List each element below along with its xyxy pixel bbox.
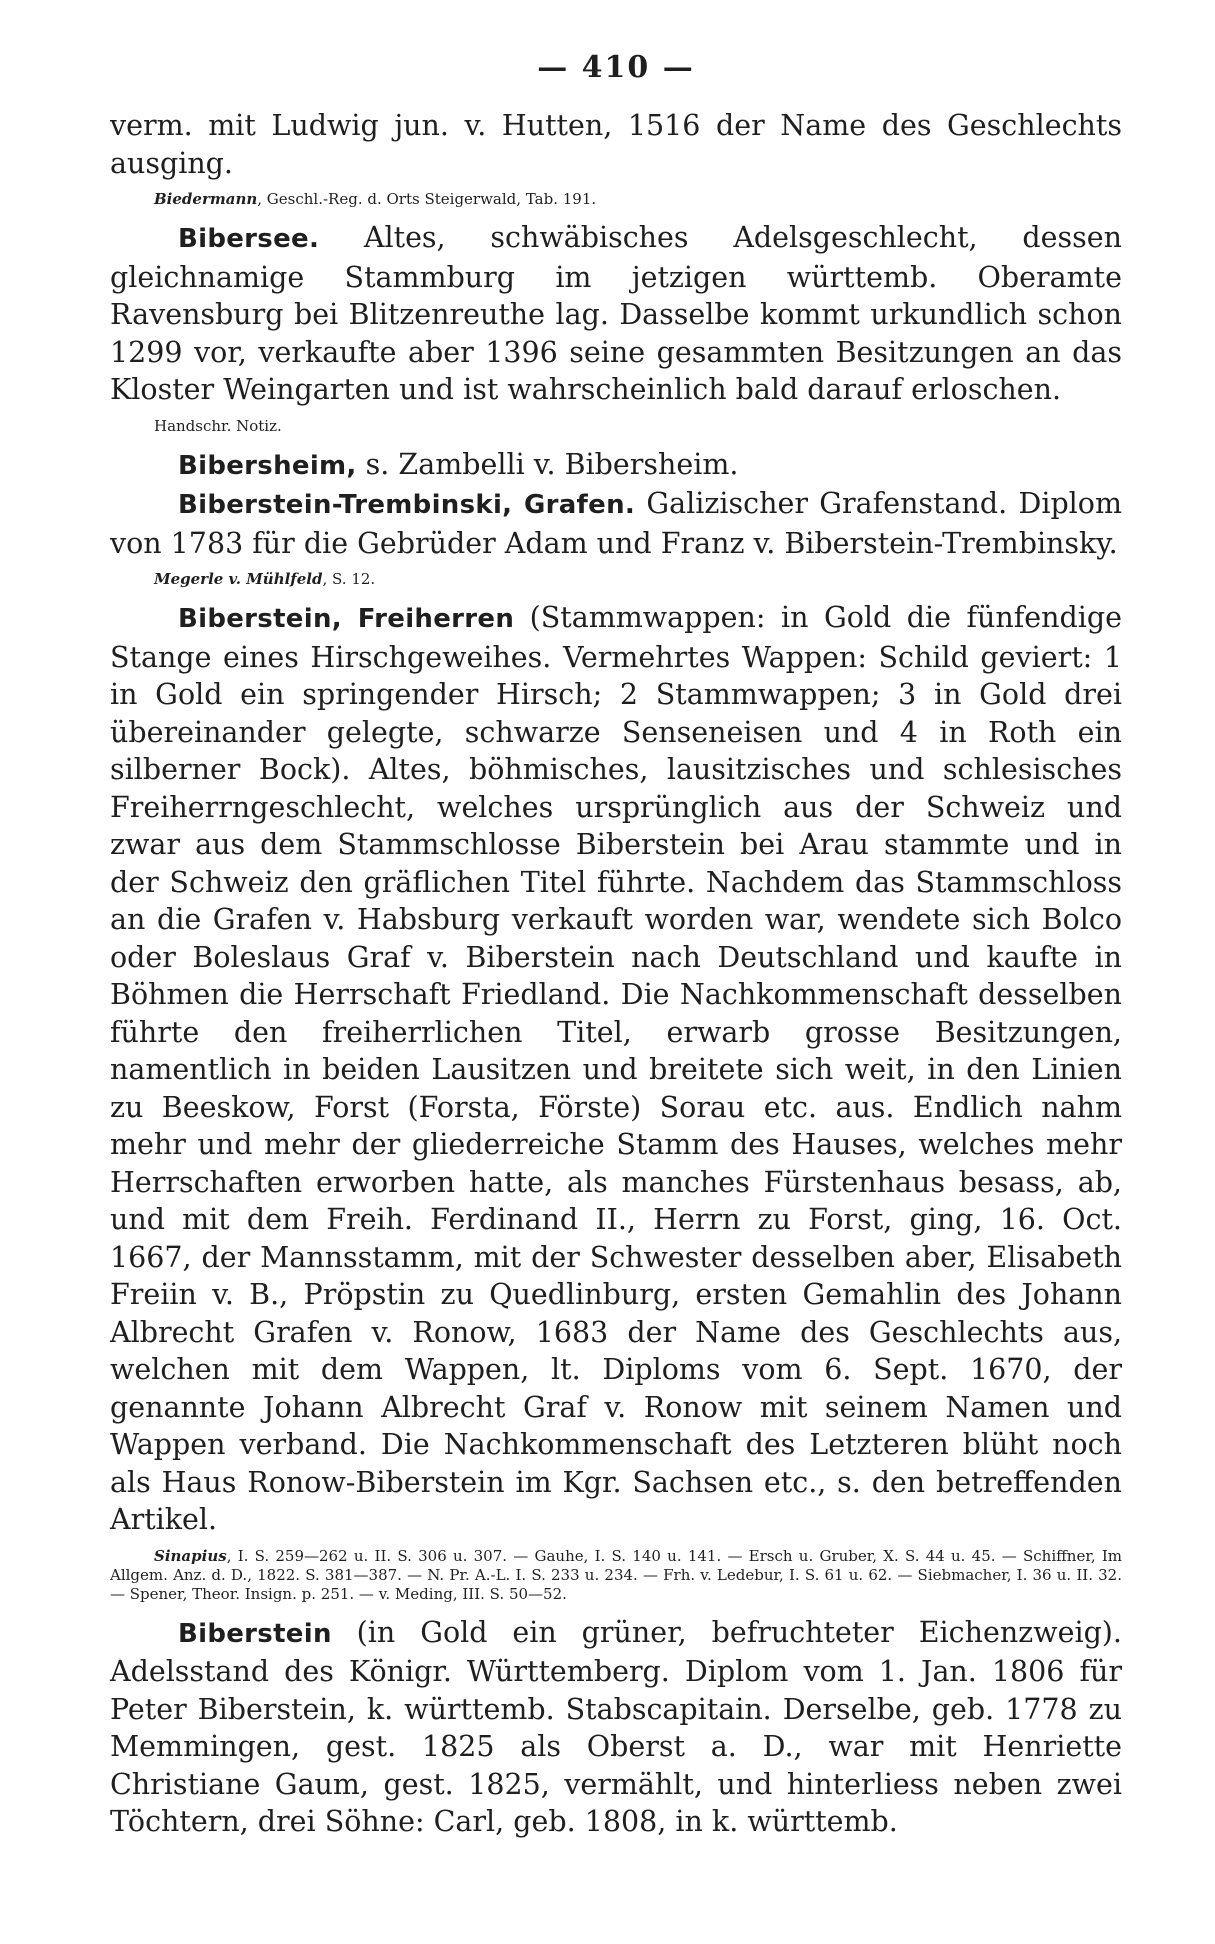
entry-biberstein-trembinski [110, 485, 1122, 589]
entry-text: (in Gold ein grüner, befruchteter Eichenzweig). Adelsstand des Königr. Württemberg. Diplom vom 1. Jan. 1806 für Peter Biberstein, k. württemb. Stabscapitain. Derselbe, geb. 1778 zu Memmingen, gest. 1825 als Oberst a. D., war mit Henriette Christiane Gaum, gest. 1825, vermählt, und hinterliess neben zwei Töchtern, drei Söhne: Carl, geb. 1808, in k. württemb. [110, 1615, 1122, 1838]
source-reference [110, 417, 1122, 436]
entry-biberstein-freiherren [110, 599, 1122, 1604]
source-details: Handschr. Notiz. [154, 416, 282, 435]
source-details: , Geschl.-Reg. d. Orts Steigerwald, Tab. 191. [257, 190, 597, 208]
entry-continuation [110, 107, 1122, 209]
source-details: , S. 12. [322, 570, 376, 588]
entry-paragraph [110, 599, 1122, 1539]
source-reference [110, 190, 1122, 209]
source-author: Sinapius [154, 1546, 227, 1565]
source-reference [110, 570, 1122, 589]
source-author: Biedermann [154, 190, 258, 208]
entry-biberstein-adelsstand [110, 1614, 1122, 1841]
entry-text: verm. mit Ludwig jun. v. Hutten, 1516 der Name des Geschlechts ausging. [110, 109, 1122, 180]
entry-headword: Bibersheim, [178, 450, 357, 481]
entry-headword: Bibersee. [178, 224, 320, 254]
entry-headword: Biberstein, Freiherren [178, 604, 515, 634]
entry-paragraph [110, 219, 1122, 409]
book-page [110, 50, 1122, 1841]
entry-bibersee [110, 219, 1122, 436]
entry-text: Altes, schwäbisches Adelsgeschlecht, dessen gleichnamige Stammburg im jetzigen württemb. Oberamte Ravensburg bei Blitzenreuthe lag. Dasselbe kommt urkundlich schon 1299 vor, verkaufte aber 1396 seine gesammten Besitzungen an das Kloster Weingarten und ist wahrscheinlich bald darauf erloschen. [110, 221, 1122, 406]
entry-text: (Stammwappen: in Gold die fünfendige Stange eines Hirschgeweihes. Vermehrtes Wappen: Schild geviert: 1 in Gold ein springender Hirsch; 2 Stammwappen; 3 in Gold drei übereinander gelegte, schwarze Senseneisen und 4 in Roth ein silberner Bock). Altes, böhmisches, lausitzisches und schlesisches Freiherrngeschlecht, welches ursprünglich aus der Schweiz und zwar aus dem Stammschlosse Biberstein bei Arau stammte und in der Schweiz den gräflichen Titel führte. Nachdem das Stammschloss an die Grafen v. Habsburg verkauft worden war, wendete sich Bolco oder Boleslaus Graf v. Biberstein nach Deutschland und kaufte in Böhmen die Herrschaft Friedland. Die Nachkommenschaft desselben führte den freiherrlichen Titel, erwarb grosse Besitzungen, namentlich in beiden Lausitzen und breitete sich weit, in den Linien zu Beeskow, Forst (Forsta, Förste) Sorau etc. aus. Endlich nahm mehr und mehr der gliederreiche Stamm des Hauses, welches mehr Herrschaften erworben hatte, als manches Fürstenhaus besass, ab, und mit dem Freih. Ferdinand II., Herrn zu Forst, ging, 16. Oct. 1667, der Mannsstamm, mit der Schwester desselben aber, Elisabeth Freiin v. B., Pröpstin zu Quedlinburg, ersten Gemahlin des Johann Albrecht Grafen v. Ronow, 1683 der Name des Geschlechts aus, welchen mit dem Wappen, lt. Diploms vom 6. Sept. 1670, der genannte Johann Albrecht Graf v. Ronow mit seinem Namen und Wappen verband. Die Nachkommenschaft des Letzteren blüht noch als Haus Ronow-Biberstein im Kgr. Sachsen etc., s. den betreffenden Artikel. [110, 601, 1123, 1536]
entry-paragraph [110, 485, 1122, 562]
entry-paragraph [110, 446, 1122, 486]
entry-text: s. Zambelli v. Bibersheim. [356, 447, 739, 481]
source-details: , I. S. 259—262 u. II. S. 306 u. 307. — Gauhe, I. S. 140 u. 141. — Ersch u. Gruber, X. S. 44 u. 45. — Schiffner, Im Allgem. Anz. d. D., 1822. S. 381—387. — N. Pr. A.-L. I. S. 233 u. 234. — Frh. v. Ledebur, I. S. 61 u. 62. — Siebmacher, I. 36 u. II. 32. — Spener, Theor. Insign. p. 251. — v. Meding, III. S. 50—52. [110, 1546, 1122, 1603]
source-reference [110, 1547, 1122, 1604]
entry-headword: Biberstein [178, 1618, 332, 1649]
entry-headword: Biberstein-Trembinski, Grafen. [178, 490, 636, 520]
entry-paragraph [110, 1614, 1122, 1841]
page-number: — 410 — [537, 50, 695, 85]
entry-text: Galizischer Grafenstand. Diplom von 1783 für die Gebrüder Adam und Franz v. Biberstein-Trembinsky. [110, 487, 1122, 560]
source-author: Megerle v. Mühlfeld [154, 570, 323, 588]
entry-bibersheim [110, 446, 1122, 486]
